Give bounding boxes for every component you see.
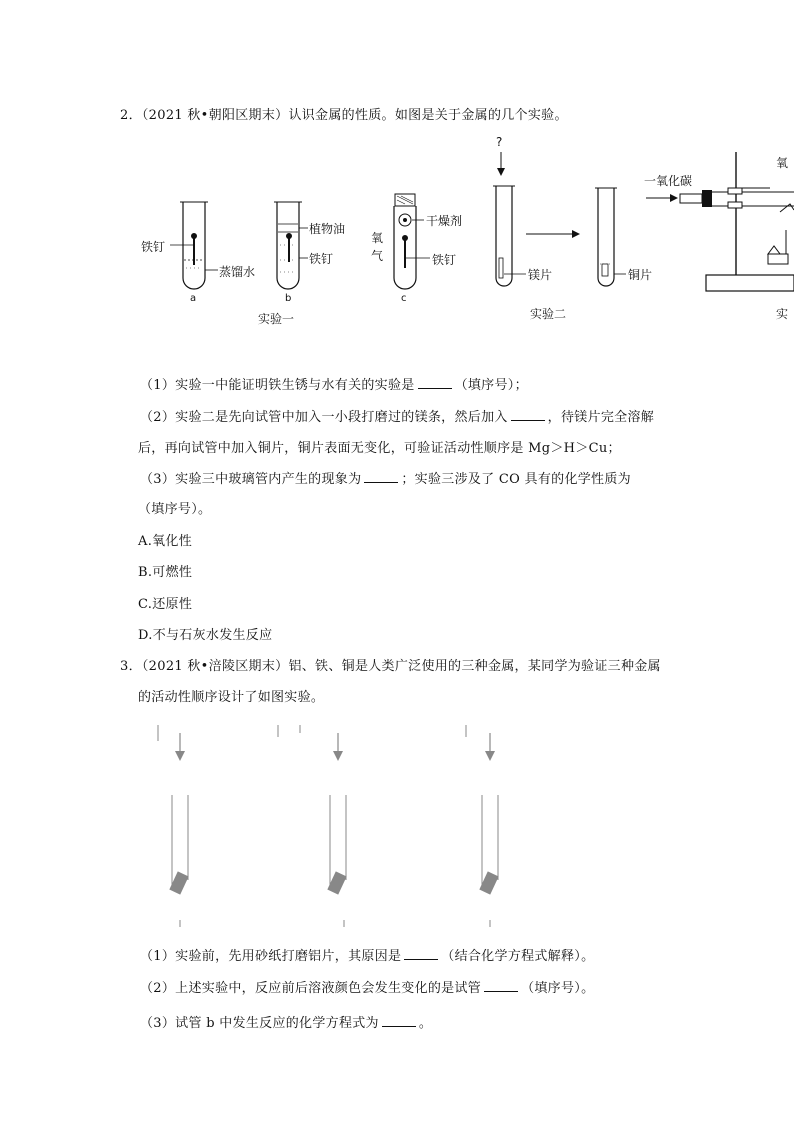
q2-sub2-cont: 后，再向试管中加入铜片，铜片表面无变化，可验证活动性顺序是 Mg＞H＞Cu； [138,441,621,456]
experiment-3-label-cut: 实 [776,307,789,321]
co-label: 一氧化碳 [644,174,693,188]
desiccant-label: 干燥剂 [426,214,463,228]
cu-strip-label: 铜片 [628,268,653,282]
q2-sub3: （3）实验三中玻璃管内产生的现象为 ；实验三涉及了 CO 具有的化学性质为 [140,472,631,487]
tube-b-label: b [285,293,292,304]
answer-blank[interactable] [511,408,545,421]
tube-a-label: a [190,293,197,304]
oxygen-label-1: 氧 [371,231,384,245]
down-arrow-icon [497,168,505,176]
answer-blank[interactable] [364,470,398,483]
option-c: C.还原性 [138,597,193,612]
q2-intro: 2．（2021 秋•朝阳区期末）认识金属的性质。如图是关于金属的几个实验。 [120,108,568,123]
co-arrow-icon [670,194,678,202]
q2-sub1: （1）实验一中能证明铁生锈与水有关的实验是 （填序号）； [140,378,528,393]
option-d: D.不与石灰水发生反应 [138,628,273,643]
distilled-water-label: 蒸馏水 [219,265,256,279]
option-a: A.氧化性 [138,534,193,549]
iron-nail-label-c: 铁钉 [432,253,457,267]
mg-strip-label: 镁片 [528,268,553,282]
answer-blank[interactable] [382,1014,416,1027]
q3-sub2: （2）上述实验中，反应前后溶液颜色会发生变化的是试管 （填序号）。 [140,981,595,996]
q3-experiment-figure [0,715,794,935]
experiment-1-label: 实验一 [258,312,295,326]
q3-intro-2: 的活动性顺序设计了如图实验。 [138,690,325,705]
q3-sub1: （1）实验前，先用砂纸打磨铝片，其原因是 （结合化学方程式解释）。 [140,949,595,964]
tube-c [394,194,430,289]
oxygen-cut-label: 氧 [776,156,789,170]
q3-intro-1: 3．（2021 秋•涪陵区期末）铝、铁、铜是人类广泛使用的三种金属，某同学为验证三种金属 [120,659,661,674]
q3-sub3: （3）试管 b 中发生反应的化学方程式为 。 [140,1016,433,1031]
tube-mg [493,186,526,286]
tube-b [274,202,308,289]
experiment-2-label: 实验二 [530,307,567,321]
iron-nail-label-a: 铁钉 [141,240,166,254]
option-b: B.可燃性 [138,565,193,580]
answer-blank[interactable] [404,947,438,960]
oxygen-label-2: 气 [371,249,384,263]
tube-c-label: c [401,293,407,304]
q2-experiment-figure [0,130,794,350]
tube-a [170,202,218,289]
iron-nail-label-b: 铁钉 [309,252,334,266]
q2-sub2: （2）实验二是先向试管中加入一小段打磨过的镁条，然后加入 ，待镁片完全溶解 [140,410,655,425]
plant-oil-label: 植物油 [309,222,346,236]
answer-blank[interactable] [418,376,452,389]
q2-sub3-cont: （填序号）。 [138,502,212,517]
answer-blank[interactable] [484,979,518,992]
question-mark: ? [496,135,503,149]
right-arrow-icon [572,230,580,238]
tube-cu [595,188,626,286]
